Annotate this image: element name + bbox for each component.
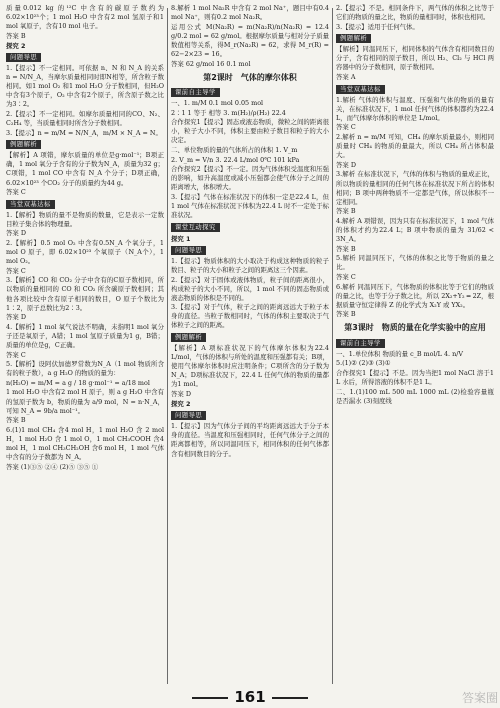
paragraph: 1.【提示】不一定相同。可依据 n、N 和 N_A 的关系 n = N/N_A，当摩尔质量相同时即N相等，所含粒子数相同。如1 mol O₂ 和1 mol H₂O 分子数相同，但H₂O中含有3个原子，O₂ 中含有2个原子，所含原子数之比为3∶2。 bbox=[6, 63, 164, 109]
paragraph: 1 mol H₂O 中含有2 mol H 原子，则 a g H₂O 中含有的氢原子数为 b，物质的量为 a/9 mol，N = n·N_A，可知 N_A = 9b/a mol⁻¹。 bbox=[6, 388, 164, 415]
paragraph: 答案 B bbox=[6, 31, 26, 40]
section-tag-row bbox=[6, 198, 164, 211]
paragraph: 一、1.单位体积 物质的量 c_B mol/L 4. n/V bbox=[336, 349, 463, 358]
paragraph: 【解析】A 项标准状况下的气体摩尔体积为22.4 L/mol，气体的体积与所处的温度和压强都有关；B项，使用气体摩尔体积时应注明条件；C项所含的分子数为N_A；D项标准状况下，22.4 L 任何气体的物质的量都为1 mol。 bbox=[171, 344, 329, 389]
paragraph: 3.【提示】对于气体，粒子之间的距离远远大于粒子本身的直径。当粒子数相同时，气体的体积主要取决于气体粒子之间的距离。 bbox=[171, 303, 329, 330]
paragraph: 合作探究1【提示】固态或液态物质，微粒之间的距离很小，粒子大小不同，体积主要由粒子数目和粒子的大小决定。 bbox=[171, 118, 329, 145]
paragraph: 2.【提示】对于固体或液体物质，粒子间的距离很小，构成粒子的大小不同，所以，1 mol 不同的固态物质或液态物质的体积是不同的。 bbox=[171, 275, 329, 302]
paragraph: 2.解析 n = m/M 可知，CH₄ 的摩尔质量最小，则相同质量时 CH₄ 的物质的量最大，所以 CH₄ 所占体积最大。 bbox=[336, 133, 494, 160]
section-tag: 当堂双基达标 bbox=[6, 200, 55, 209]
paragraph: 2.【提示】不是。相同条件下，两气体的体积之比等于它们的物质的量之比，物质的量相同时，体积也相同。 bbox=[336, 4, 494, 22]
lesson-heading: 第2课时 气体的摩尔体积 bbox=[203, 72, 297, 82]
paragraph: 运用公式 M(Na₂R) = m(Na₂R)/n(Na₂R) = 12.4 g/0.2 mol = 62 g/mol。根据摩尔质量与相对分子质量数值相等关系，得M_r(Na₂R) = 62，求得 M_r(R) = 62−2×23 = 16。 bbox=[171, 22, 329, 58]
column-middle bbox=[171, 4, 329, 684]
inquiry-heading: 探究 2 bbox=[171, 400, 191, 409]
paragraph: 3.解析 在标准状况下，气体的体积与物质的量成正比，所以物质的量相同的任何气体在标准状况下所占的体积相同；B 项中两种物质不一定都是气体，所以体积不一定相同。 bbox=[336, 170, 494, 206]
paragraph: 1.【提示】因为气体分子间的平均距离远远大于分子本身的直径。当温度和压强相同时，任何气体分子之间的距离都相等，所以同温同压下，相同体积的任何气体都含有相同数目的分子。 bbox=[171, 422, 329, 458]
page-footer bbox=[0, 688, 500, 706]
paragraph: 质量0.012 kg 的¹²C 中含有的碳原子数约为6.02×10²³个；1 mol H₂O 中含有2 mol 氢原子和1 mol 氧原子，含有10 mol 电子。 bbox=[6, 4, 164, 31]
paragraph: 一、1. m/M 0.1 mol 0.05 mol bbox=[171, 99, 264, 108]
paragraph: 答案 B bbox=[6, 416, 26, 425]
page-number: 161 bbox=[234, 688, 266, 706]
paragraph: 答案 (1)③⑤ ②④ (2)⑤ ③⑤ ① bbox=[6, 462, 99, 471]
section-tag: 问题导思 bbox=[171, 246, 206, 255]
paragraph: 答案 C bbox=[336, 123, 356, 132]
paragraph: 合作探究2【提示】不一定。因为气体体积受温度和压强的影响，如升高温度或减小压强都会使气体分子之间的距离增大，体积增大。 bbox=[171, 165, 329, 192]
section-tag-row bbox=[6, 51, 164, 64]
paragraph: 答案 D bbox=[6, 229, 26, 238]
section-tag-row bbox=[336, 32, 494, 45]
column-divider bbox=[332, 8, 333, 684]
paragraph: 答案 B bbox=[336, 244, 356, 253]
paragraph: 1.【提示】物质体积的大小取决于构成这种物质的粒子数目、粒子的大小和粒子之间的距离这三个因素。 bbox=[171, 256, 329, 274]
paragraph: 答案 62 g/mol 16 0.1 mol bbox=[171, 59, 251, 68]
paragraph: 3.【提示】气体在标准状况下的体积一定是22.4 L，但1 mol 气体在标准状况下体积为22.4 L 时不一定处于标准状况。 bbox=[171, 192, 329, 220]
paragraph: 5.【解析】设阿伏加德罗常数为N_A（1 mol 物质所含有的粒子数），a g H₂O 的物质的量为： bbox=[6, 360, 164, 378]
section-tag-row bbox=[336, 83, 494, 96]
paragraph: 答案 B bbox=[336, 207, 356, 216]
paragraph: 2. V_m = V/n 3. 22.4 L/mol 0℃ 101 kPa bbox=[171, 155, 300, 164]
paragraph: 答案 C bbox=[6, 266, 26, 275]
watermark: 答案圈 bbox=[461, 691, 498, 705]
section-tag-row bbox=[171, 244, 329, 257]
paragraph: 5.解析 同温同压下，气体的体积之比等于物质的量之比。 bbox=[336, 254, 494, 272]
paragraph: 答案 D bbox=[336, 160, 356, 169]
section-tag: 例题解析 bbox=[6, 140, 41, 149]
section-tag: 课堂互动探究 bbox=[171, 223, 220, 232]
section-tag-row bbox=[171, 409, 329, 422]
paragraph: 答案 C bbox=[336, 272, 356, 281]
section-tag: 问题导思 bbox=[6, 53, 41, 62]
paragraph: 合作探究1【提示】不是。因为当把1 mol NaCl 溶于1 L 水后，所得溶液的体积不是1 L。 bbox=[336, 368, 494, 387]
column-divider bbox=[167, 8, 168, 684]
paragraph: 答案 A bbox=[336, 73, 356, 82]
inquiry-heading: 探究 1 bbox=[171, 234, 191, 243]
paragraph: 二、1.(1)100 mL 500 mL 1000 mL (2)检验容量瓶是否漏水 (3)刻度线 bbox=[336, 387, 494, 405]
section-tag: 问题导思 bbox=[171, 411, 206, 420]
page bbox=[6, 4, 494, 684]
column-left bbox=[6, 4, 164, 684]
section-tag: 例题解析 bbox=[171, 333, 206, 342]
paragraph: 6.(1)1 mol CH₄ 含4 mol H，1 mol H₂O 含 2 mol H，1 mol H₂O 含 1 mol O，1 mol CH₃COOH 含4 mol H，1 mol CH₃CH₂OH 含6 mol H，1 mol 气体中含有的分子数都为 N_A。 bbox=[6, 425, 164, 462]
section-tag: 课前自主导学 bbox=[171, 88, 220, 97]
section-tag-row bbox=[171, 221, 329, 234]
section-tag: 例题解析 bbox=[336, 34, 371, 43]
paragraph: n(H₂O) = m/M = a g / 18 g·mol⁻¹ = a/18 mol bbox=[6, 378, 150, 387]
paragraph: 2∶1 1 等于 相等 3. m(H₂)/ρ(H₂) 22.4 bbox=[171, 108, 286, 117]
footer-rule bbox=[192, 697, 228, 699]
section-tag-row bbox=[6, 138, 164, 151]
paragraph: 2.【提示】不一定相同。如摩尔质量相同的CO、N₂、C₂H₄ 等，当质量相同时所含分子数相同。 bbox=[6, 109, 164, 128]
paragraph: 4.解析 A 项错误，因为只有在标准状况下，1 mol 气体的体积才约为22.4 L；B 项中物质的量为 31/62 < 3N_A。 bbox=[336, 216, 494, 244]
paragraph: 5.(1)② (2)③ (3)① bbox=[336, 359, 391, 368]
paragraph: 答案 B bbox=[336, 310, 356, 319]
paragraph: 3.【解析】CO 和 CO₂ 分子中含有的C原子数相同，所以物质的量相同的 CO 和 CO₂ 所含碳原子数相同；其他各项比较中含有原子相同的数目，O 原子个数比为1∶2，原子总数比为2∶3。 bbox=[6, 276, 164, 312]
section-tag-row bbox=[171, 331, 329, 344]
paragraph: 1.解析 气体的体积与温度、压强和气体的物质的量有关，在标准状况下，1 mol 任何气体的体积都约为22.4 L，而气体摩尔体积的单位是 L/mol。 bbox=[336, 95, 494, 122]
column-right bbox=[336, 4, 494, 684]
paragraph: 【解析】A 项错，摩尔质量的单位是g·mol⁻¹；B项正确，1 mol 氧分子含有的分子数为N_A，质量为32 g；C项错，1 mol CO 中含有 N_A 个分子；D项正确，6.02×10²³ 个CO₂ 分子的质量约为44 g。 bbox=[6, 151, 164, 187]
paragraph: 3.【提示】适用于任何气体。 bbox=[336, 22, 419, 31]
paragraph: 4.【解析】1 mol 氧气说法不明确，未指明1 mol 氧分子还是氧原子，A错；1 mol 氢原子质量为1 g，B错；质量的单位是g，C正确。 bbox=[6, 322, 164, 349]
paragraph: 1.【解析】物质的量不是物质的数量，它是表示一定数目粒子集合体的物理量。 bbox=[6, 210, 164, 228]
paragraph: 6.解析 同温同压下，气体物质的体积比等于它们的物质的量之比，也等于分子数之比，所以 2X₂+Y₂ ═ 2Z，根据质量守恒定律得 Z 的化学式为 X₂Y 或 YX₂。 bbox=[336, 282, 494, 309]
footer-rule bbox=[272, 697, 308, 699]
paragraph: 3.【提示】n = m/M = N/N_A，m/M × N_A = N。 bbox=[6, 128, 162, 137]
section-tag: 课前自主导学 bbox=[336, 339, 385, 348]
section-tag: 当堂双基达标 bbox=[336, 85, 385, 94]
paragraph: 2.【解析】0.5 mol O₂ 中含有0.5N_A 个氧分子，1 mol O 原子，即 6.02×10²³ 个氧原子（N_A个），1 mol O₂。 bbox=[6, 238, 164, 266]
paragraph: 8.解析 1 mol Na₂R 中含有 2 mol Na⁺，题目中有0.4 mol Na⁺，则有0.2 mol Na₂R。 bbox=[171, 4, 329, 22]
paragraph: 二、单位物质的量的气体所占的体积 1. V_m bbox=[171, 145, 298, 154]
lesson-heading: 第3课时 物质的量在化学实验中的应用 bbox=[344, 323, 486, 333]
paragraph: 答案 C bbox=[6, 188, 26, 197]
section-tag-row bbox=[336, 337, 494, 350]
paragraph: 答案 D bbox=[6, 313, 26, 322]
paragraph: 答案 D bbox=[171, 390, 191, 399]
section-tag-row bbox=[171, 86, 329, 99]
paragraph: 答案 C bbox=[6, 350, 26, 359]
paragraph: 【解析】同温同压下，相同体积的气体含有相同数目的分子，含有相同的原子数目，所以 H₂、Cl₂ 与 HCl 两容器中的分子数相同，原子数相同。 bbox=[336, 45, 494, 72]
inquiry-heading: 探究 2 bbox=[6, 41, 26, 50]
